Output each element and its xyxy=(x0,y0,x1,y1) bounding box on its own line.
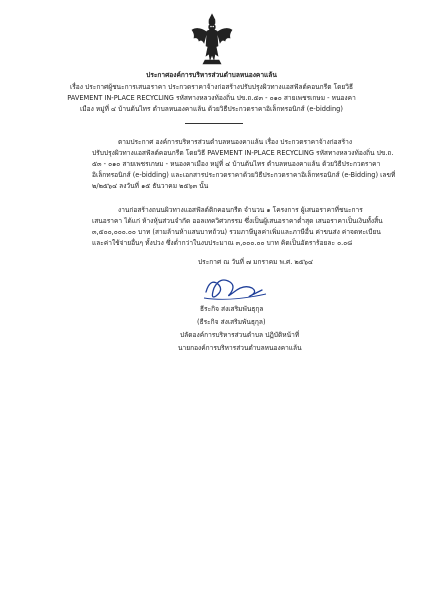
paragraph-1-line-4: อิเล็กทรอนิกส์ (e-bidding) และเอกสารประกวดราคาด้วยวิธีประกวดราคาอิเล็กทรอนิกส์ (e-Bidding) เลขที่ xyxy=(92,171,396,179)
subject-line-2: PAVEMENT IN-PLACE RECYCLING รหัสทางหลวงท้องถิ่น ปข.ถ.๕๓ - ๐๑๐ สายเพชรเกษม - หนองคา xyxy=(67,94,356,102)
paragraph-2-line-2: เสนอราคา ได้แก่ ห้างหุ้นส่วนจำกัด ออลเทควิศวกรรม ซึ่งเป็นผู้เสนอราคาต่ำสุด เสนอราคาเป็นเงินทั้งสิ้น xyxy=(92,217,383,225)
signatory-position-2: นายกองค์การบริหารส่วนตำบลหนองคาแล้น xyxy=(178,344,302,352)
announcement-date: ประกาศ ณ วันที่ ๗ มกราคม พ.ศ. ๒๕๖๔ xyxy=(198,258,313,266)
paragraph-2-line-1: งานก่อสร้างถนนผิวทางแอสฟัลต์ติกคอนกรีต จำนวน ๑ โครงการ ผู้เสนอราคาที่ชนะการ xyxy=(118,206,363,214)
signatory-name: (ธีระกิจ ส่งเสริมพันธุกุล) xyxy=(197,318,266,326)
title-divider xyxy=(185,123,243,124)
paragraph-1-line-1: ตามประกาศ องค์การบริหารส่วนตำบลหนองคาแล้น เรื่อง ประกวดราคาจ้างก่อสร้าง xyxy=(118,138,353,146)
paragraph-1-line-3: ๕๓ - ๐๑๐ สายเพชรเกษม - หนองคาเมือง หมู่ที่ ๔ บ้านต้นไทร ตำบลหนองคาแล้น ด้วยวิธีประกวดราคา xyxy=(92,160,381,168)
announcement-title: ประกาศองค์การบริหารส่วนตำบลหนองคาแล้น xyxy=(146,71,277,79)
subject-line-3: เมือง หมู่ที่ ๔ บ้านต้นไทร ตำบลหนองคาแล้น ด้วยวิธีประกวดราคาอิเล็กทรอนิกส์ (e-bidding) xyxy=(80,105,343,113)
garuda-emblem-icon xyxy=(190,12,234,66)
handwritten-signature xyxy=(200,270,270,304)
paragraph-1-line-2: ปรับปรุงผิวทางแอสฟัลต์คอนกรีต โดยวิธี PAVEMENT IN-PLACE RECYCLING รหัสทางหลวงท้องถิ่น ปข.ถ. xyxy=(92,149,394,157)
paragraph-1-line-5: ๒/๒๕๖๔ ลงวันที่ ๑๕ ธันวาคม ๒๕๖๓ นั้น xyxy=(92,182,209,190)
subject-line-1: เรื่อง ประกาศผู้ชนะการเสนอราคา ประกวดราคาจ้างก่อสร้างปรับปรุงผิวทางแอสฟัลต์คอนกรีต โดยวิธี xyxy=(70,83,353,91)
signatory-name-plain: ธีระกิจ ส่งเสริมพันธุกุล xyxy=(200,305,264,313)
signatory-position-1: ปลัดองค์การบริหารส่วนตำบล ปฏิบัติหน้าที่ xyxy=(180,331,300,339)
paragraph-2-line-3: ๓,๕๐๐,๐๐๐.๐๐ บาท (สามล้านห้าแสนบาทถ้วน) รวมภาษีมูลค่าเพิ่มและภาษีอื่น ค่าขนส่ง ค่าจดทะเบียน xyxy=(92,228,381,236)
paragraph-2-line-4: และค่าใช้จ่ายอื่นๆ ทั้งปวง ซึ่งต่ำกว่าในงบประมาณ ๓,๐๐๐.๐๐ บาท คิดเป็นอัตราร้อยละ ๐.๐๘ xyxy=(92,239,353,247)
